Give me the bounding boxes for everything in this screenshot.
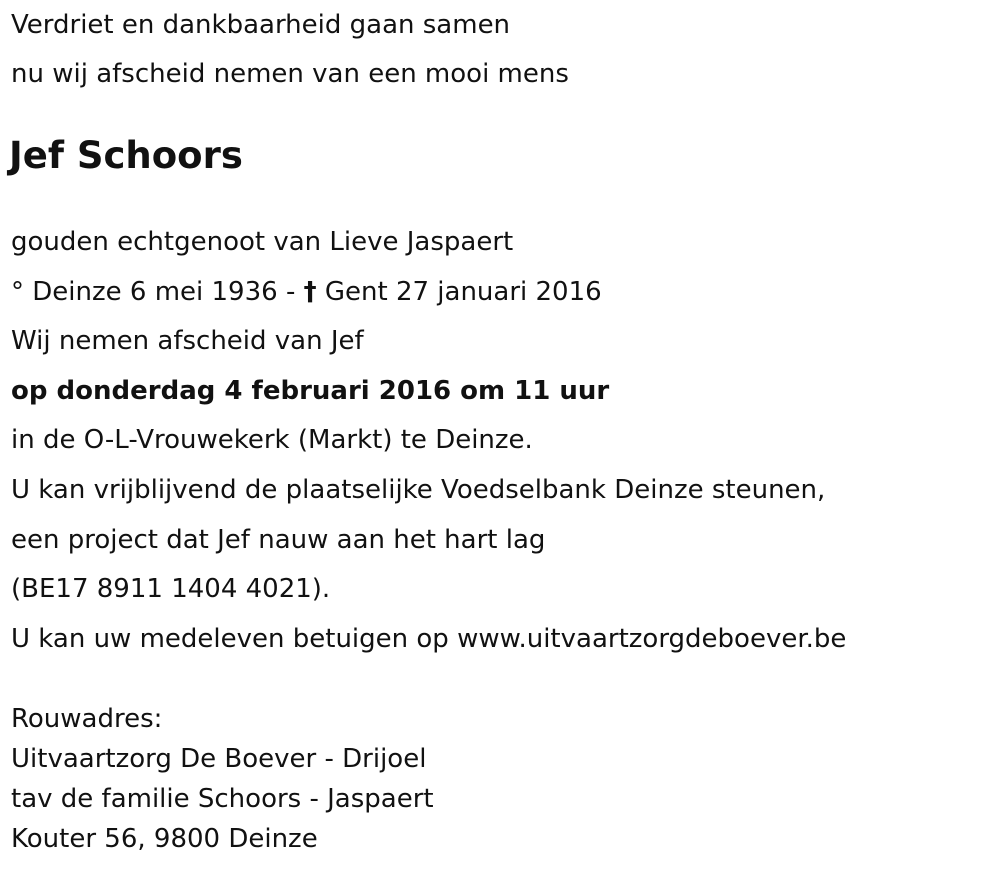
farewell-line: Wij nemen afscheid van Jef bbox=[11, 326, 364, 356]
spouse-line: gouden echtgenoot van Lieve Jaspaert bbox=[11, 227, 514, 257]
donation-line-2: een project dat Jef nauw aan het hart lag bbox=[11, 525, 546, 555]
death-text: Gent 27 januari 2016 bbox=[316, 277, 602, 307]
intro-line-2: nu wij afscheid nemen van een mooi mens bbox=[11, 59, 569, 89]
address-line-1: Uitvaartzorg De Boever - Drijoel bbox=[11, 744, 427, 774]
donation-line-1: U kan vrijblijvend de plaatselijke Voedselbank Deinze steunen, bbox=[11, 475, 826, 505]
ceremony-place: in de O-L-Vrouwekerk (Markt) te Deinze. bbox=[11, 425, 533, 455]
donation-account: (BE17 8911 1404 4021). bbox=[11, 574, 331, 604]
condolence-line: U kan uw medeleven betuigen op www.uitvaartzorgdeboever.be bbox=[11, 624, 847, 654]
ceremony-date: op donderdag 4 februari 2016 om 11 uur bbox=[11, 376, 610, 406]
birth-text: ° Deinze 6 mei 1936 - bbox=[11, 277, 304, 307]
address-line-3: Kouter 56, 9800 Deinze bbox=[11, 824, 318, 854]
cross-icon: † bbox=[303, 277, 317, 307]
deceased-name: Jef Schoors bbox=[9, 134, 243, 177]
address-line-2: tav de familie Schoors - Jaspaert bbox=[11, 784, 434, 814]
intro-line-1: Verdriet en dankbaarheid gaan samen bbox=[11, 10, 511, 40]
birth-death-line bbox=[11, 277, 602, 307]
address-label: Rouwadres: bbox=[11, 704, 163, 734]
